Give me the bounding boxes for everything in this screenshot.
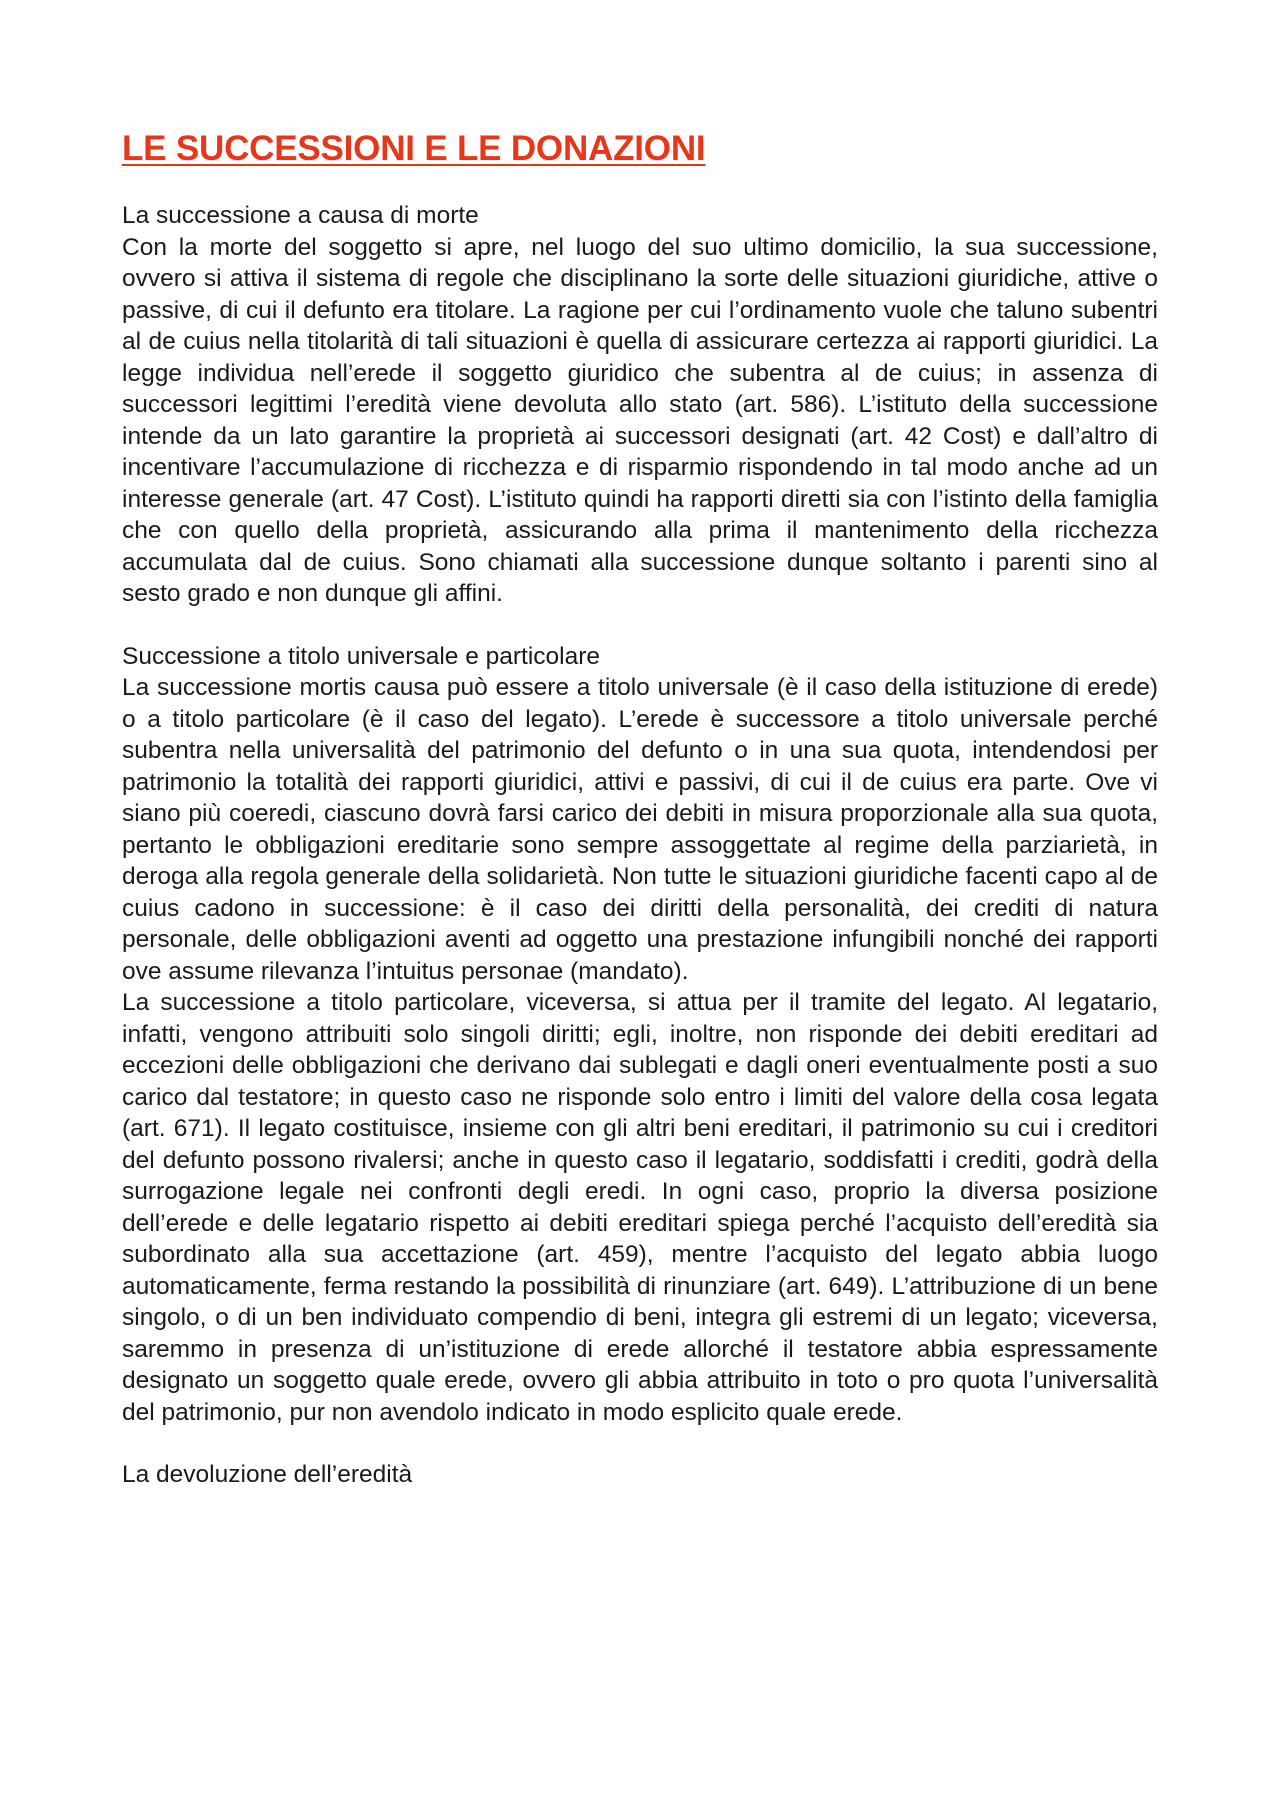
- document-title: LE SUCCESSIONI E LE DONAZIONI: [122, 129, 706, 168]
- section-heading: La successione a causa di morte: [122, 202, 479, 229]
- section-heading: Successione a titolo universale e particolare: [122, 642, 601, 670]
- section-heading: La devoluzione dell’eredità: [122, 1461, 413, 1488]
- section-devoluzione-eredita: [122, 1459, 1158, 1491]
- section-paragraph: Con la morte del soggetto si apre, nel luogo del suo ultimo domicilio, la sua successione, ovvero si attiva il sistema di regole che disciplinano la sorte delle situazioni giuridiche, attive o passive, di cui il defunto era titolare. La ragione per cui l’ordinamento vuole che taluno subentri al de cuius nella titolarità di tali situazioni è quella di assicurare certezza ai rapporti giuridici. La legge individua nell’erede il soggetto giuridico che subentra al de cuius; in assenza di successori legittimi l’eredità viene devoluta allo stato (art. 586). L’istituto della successione intende da un lato garantire la proprietà ai successori designati (art. 42 Cost) e dall’altro di incentivare l’accumulazione di ricchezza e di risparmio rispondendo in tal modo anche ad un interesse generale (art. 47 Cost). L’istituto quindi ha rapporti diretti sia con l’istinto della famiglia che con quello della proprietà, assicurando alla prima il mantenimento della ricchezza accumulata dal de cuius. Sono chiamati alla successione dunque soltanto i parenti sino al sesto grado e non dunque gli affini.: [122, 233, 1158, 607]
- section-paragraph: La successione a titolo particolare, viceversa, si attua per il tramite del legato. Al legatario, infatti, vengono attribuiti solo singoli diritti; egli, inoltre, non risponde dei debiti ereditari ad eccezioni delle obbligazioni che derivano dai sublegati e dagli oneri eventualmente posti a suo carico dal testatore; in questo caso ne risponde solo entro i limiti del valore della cosa legata (art. 671). Il legato costituisce, insieme con gli altri beni ereditari, il patrimonio su cui i creditori del defunto possono rivalersi; anche in questo caso il legatario, soddisfatti i crediti, godrà della surrogazione legale nei confronti degli eredi. In ogni caso, proprio la diversa posizione dell’erede e delle legatario rispetto ai debiti ereditari spiega perché l’acquisto dell’eredità sia subordinato alla sua accettazione (art. 459), mentre l’acquisto del legato abbia luogo automaticamente, ferma restando la possibilità di rinunziare (art. 649). L’attribuzione di un bene singolo, o di un ben individuato compendio di beni, integra gli estremi di un legato; viceversa, saremmo in presenza di un’istituzione di erede allorché il testatore abbia espressamente designato un soggetto quale erede, ovvero gli abbia attribuito in toto o pro quota l’universalità del patrimonio, pur non avendolo indicato in modo esplicito quale erede.: [122, 989, 1158, 1426]
- section-paragraph: La successione mortis causa può essere a titolo universale (è il caso della istituzione di erede) o a titolo particolare (è il caso del legato). L’erede è successore a titolo universale perché subentra nella universalità del patrimonio del defunto o in una sua quota, intendendosi per patrimonio la totalità dei rapporti giuridici, attivi e passivi, di cui il de cuius era parte. Ove vi siano più coeredi, ciascuno dovrà farsi carico dei debiti in misura proporzionale alla sua quota, pertanto le obbligazioni ereditarie sono sempre assoggettate al regime della parziarietà, in deroga alla regola generale della solidarietà. Non tutte le situazioni giuridiche facenti capo al de cuius cadono in successione: è il caso dei diritti della personalità, dei crediti di natura personale, delle obbligazioni aventi ad oggetto una prestazione infungibili nonché dei rapporti ove assume rilevanza l’intuitus personae (mandato).: [122, 674, 1158, 985]
- section-successione-causa-morte: [122, 200, 1158, 610]
- document-body: [122, 128, 1158, 1522]
- section-titolo-universale-particolare: [122, 641, 1158, 1429]
